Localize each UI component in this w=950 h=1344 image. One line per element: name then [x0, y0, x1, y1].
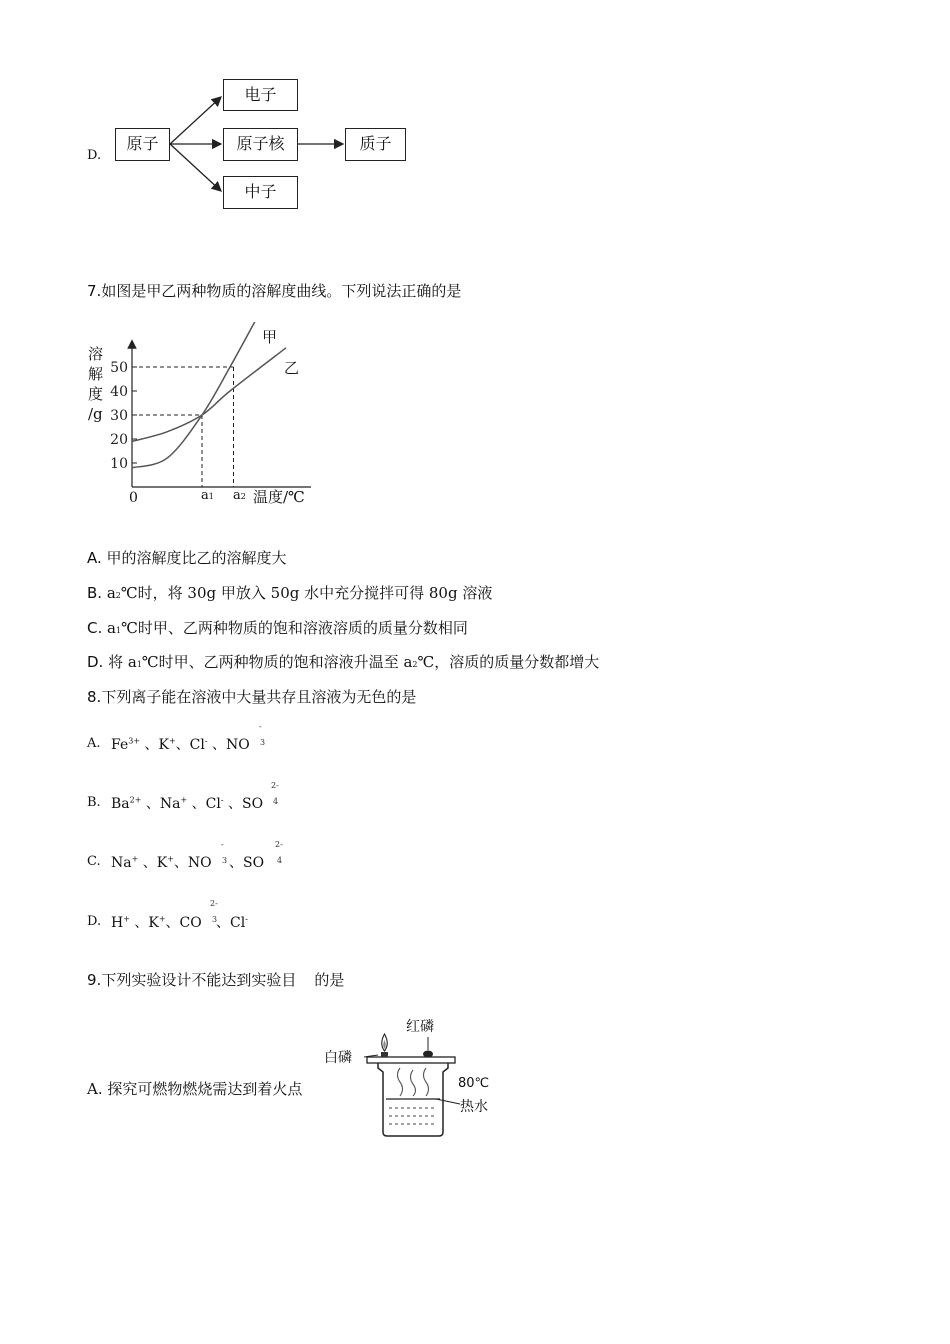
q7-option-b-sub: 2	[115, 591, 121, 600]
arrow-atom-electron	[170, 97, 221, 144]
box-neutron: 中子	[223, 176, 298, 209]
ion-cl-charge: -	[220, 795, 224, 805]
steam-2	[411, 1070, 416, 1096]
q7-option-b-letter: B.	[87, 584, 103, 602]
q7-option-d-text: ℃，溶质的质量分数都增大	[417, 653, 600, 671]
q7-option-b-pre: a	[102, 584, 116, 602]
label-hot-water: 热水	[460, 1099, 488, 1115]
q7-option-d-letter: D.	[87, 653, 104, 671]
q8-stem-line	[87, 687, 416, 707]
q7-option-a-text: 甲的溶解度比乙的溶解度大	[101, 549, 287, 567]
q8-c-so4-charge: 2-	[275, 840, 283, 849]
q8-option-b-ions	[111, 793, 263, 813]
chart-xlabel: 温度/℃	[253, 488, 305, 506]
label-red-phosphorus: 红磷	[406, 1019, 434, 1035]
q8-option-c-ions-1	[111, 852, 212, 872]
q9-number: 9.	[87, 971, 102, 989]
q7-option-d-pre: 将 a	[103, 653, 137, 671]
x-tick-a2	[233, 488, 246, 503]
atom-diagram-arrows	[0, 0, 450, 230]
q8-c-so: 、SO	[229, 855, 265, 871]
q7-option-d-sub: 1	[136, 660, 142, 669]
q7-option-d-sub2: 2	[412, 660, 418, 669]
chart-plot	[85, 322, 325, 512]
q8-b-so4-charge: 2-	[271, 781, 279, 790]
box-electron: 电子	[223, 79, 298, 111]
curve-jia	[132, 322, 262, 468]
x-tick-a1-sub: 1	[208, 492, 214, 501]
q8-d-co3-subscript: 3	[212, 915, 218, 924]
x-tick-a2-sub: 2	[240, 492, 246, 501]
q8-stem: 下列离子能在溶液中大量共存且溶液为无色的是	[101, 688, 417, 706]
q8-option-c-letter: C.	[87, 854, 101, 869]
steam-3	[424, 1068, 429, 1096]
x-tick-0: 0	[129, 490, 138, 506]
q8-d-cl	[216, 912, 248, 932]
ion-h: H	[111, 915, 124, 931]
q8-c-no3-charge: -	[221, 840, 224, 849]
q7-option-c-text: ℃时甲、乙两种物质的饱和溶液溶质的质量分数相同	[121, 619, 468, 637]
ion-no: 、NO	[173, 855, 212, 871]
q7-option-c-letter: C.	[87, 619, 103, 637]
q7-option-b[interactable]	[87, 583, 492, 606]
ion-k: 、K	[138, 855, 168, 871]
steam-1	[398, 1068, 403, 1096]
label-temperature: 80℃	[458, 1076, 490, 1091]
ion-so: 、SO	[223, 796, 264, 812]
combustion-apparatus	[320, 1012, 510, 1142]
ion-k: 、K	[129, 915, 159, 931]
q8-option-a-ions	[111, 734, 250, 754]
ion-cl-charge: -	[204, 736, 208, 746]
q7-number: 7.	[87, 282, 102, 300]
ion-k: 、K	[140, 737, 169, 753]
ion-ba: Ba	[111, 796, 130, 812]
series-label-yi: 乙	[284, 359, 300, 377]
q7-option-c[interactable]	[87, 618, 468, 641]
solubility-chart	[85, 322, 325, 512]
ion-na-charge: +	[131, 854, 139, 864]
y-tick-label: 30	[110, 408, 128, 424]
q7-option-d[interactable]	[87, 652, 599, 675]
y-tick-label: 20	[110, 432, 128, 448]
red-phosphorus	[423, 1051, 433, 1058]
box-nucleus: 原子核	[223, 128, 298, 161]
q8-option-d-ions-1	[111, 912, 202, 932]
q7-option-a-letter: A.	[87, 549, 102, 567]
ion-cl: 、Cl	[187, 796, 221, 812]
q6-option-letter: D.	[87, 148, 102, 163]
copper-plate	[367, 1057, 455, 1063]
q8-option-b-letter: B.	[87, 795, 101, 810]
q7-stem-line	[87, 281, 461, 301]
q9-stem-line	[87, 970, 344, 990]
q8-c-no3-subscript: 3	[222, 856, 228, 865]
ylabel-char-2: 解	[88, 365, 104, 383]
q8-c-so4-subscript: 4	[277, 856, 283, 865]
ion-k-charge: +	[167, 854, 174, 864]
ion-na-charge: +	[180, 795, 188, 805]
x-tick-a1-main: a	[201, 488, 209, 503]
q7-option-c-sub: 1	[115, 626, 122, 635]
x-tick-a1	[201, 488, 214, 503]
ion-ba-charge: 2+	[129, 795, 142, 805]
q7-option-d-mid: ℃时甲、乙两种物质的饱和溶液升温至 a	[141, 653, 413, 671]
ylabel-char-1: 溶	[88, 345, 104, 363]
ion-na: Na	[111, 855, 132, 871]
y-tick-label: 10	[110, 456, 128, 472]
q9-stem-end: 的是	[314, 971, 345, 989]
q7-option-a[interactable]	[87, 548, 287, 568]
ylabel-char-3: 度	[88, 385, 104, 403]
q7-option-b-text: ℃时，将 30g 甲放入 50g 水中充分搅拌可得 80g 溶液	[120, 584, 493, 602]
q7-option-c-pre: a	[102, 619, 116, 637]
ion-h-charge: +	[123, 914, 130, 924]
q8-d-co3-charge: 2-	[210, 899, 218, 908]
ion-cl: 、Cl	[175, 737, 205, 753]
ion-fe: Fe	[111, 737, 129, 753]
ion-k-charge: +	[158, 914, 166, 924]
series-label-jia: 甲	[262, 328, 278, 346]
ion-fe-charge: 3+	[128, 736, 141, 746]
arrow-atom-neutron	[170, 144, 221, 191]
q9-stem: 下列实验设计不能达到实验目	[101, 971, 297, 989]
ylabel-char-4: /g	[88, 405, 103, 423]
ion-k-charge: +	[168, 736, 176, 746]
ion-cl-charge: -	[245, 914, 248, 924]
q8-a-no3-subscript: 3	[260, 738, 266, 747]
ion-no: 、NO	[207, 737, 250, 753]
q9-option-a[interactable]: A. 探究可燃物燃烧需达到着火点	[87, 1080, 303, 1098]
q8-a-no3-charge: -	[259, 722, 262, 731]
box-atom: 原子	[115, 128, 170, 161]
q8-option-d-letter: D.	[87, 914, 102, 929]
label-white-phosphorus: 白磷	[324, 1050, 352, 1066]
y-tick-label: 50	[110, 360, 128, 376]
ion-na: 、Na	[141, 796, 181, 812]
ion-co: 、CO	[165, 915, 202, 931]
box-proton: 质子	[345, 128, 406, 161]
q8-option-a-letter: A.	[87, 736, 101, 751]
y-tick-label: 40	[110, 384, 128, 400]
ion-cl: 、Cl	[216, 915, 246, 931]
q8-number: 8.	[87, 688, 102, 706]
white-phosphorus	[381, 1052, 388, 1057]
q7-stem: 如图是甲乙两种物质的溶解度曲线。下列说法正确的是	[101, 282, 462, 300]
curve-yi	[132, 348, 286, 442]
q8-b-so4-subscript: 4	[273, 797, 279, 806]
x-tick-a2-main: a	[233, 488, 241, 503]
